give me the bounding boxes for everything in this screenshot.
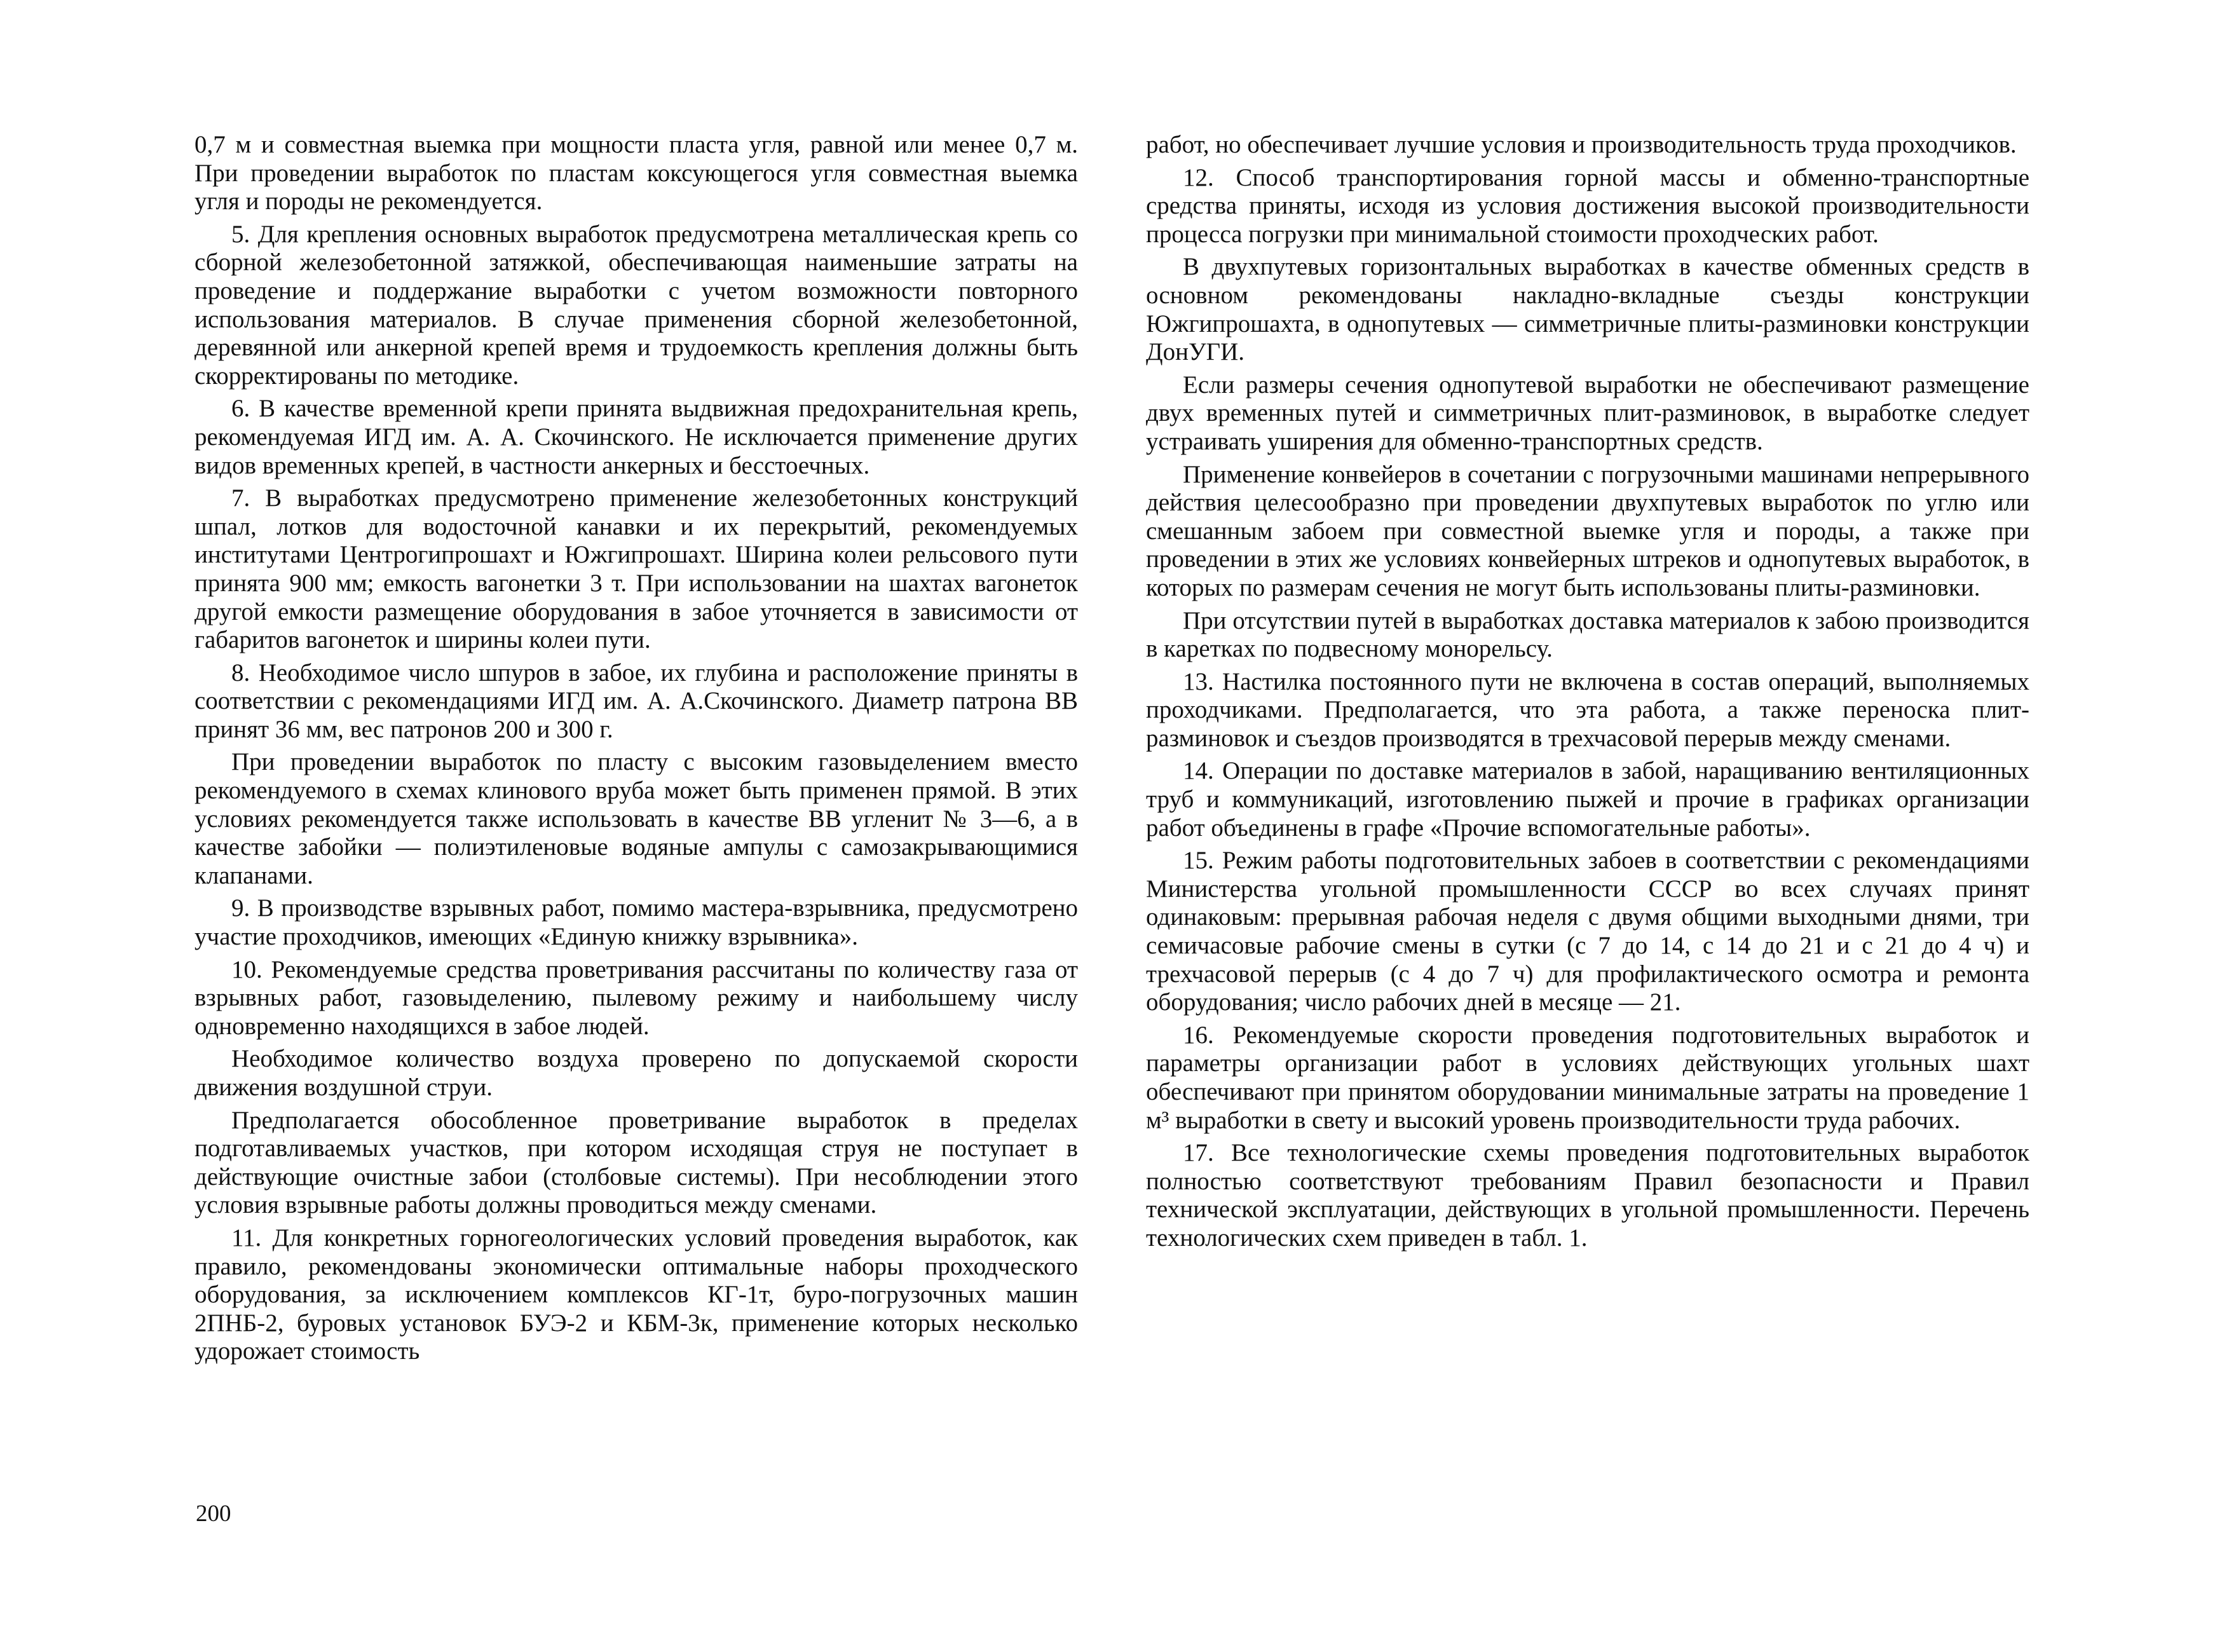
paragraph: Предполагается обособленное проветривание выработок в пределах подготавливаемых участков, при котором исходящая струя не поступает в действующие очистные забои (столбовые системы). При несоблюдении этого условия взрывные работы должны проводиться между сменами. [194,1106,1078,1219]
paragraph: Если размеры сечения однопутевой выработки не обеспечивают размещение двух временных путей и симметричных плит-разминовок, в выработке следует устраивать уширения для обменно-транспортных средств. [1146,371,2029,455]
paragraph: 6. В качестве временной крепи принята выдвижная предохранительная крепь, рекомендуемая ИГД им. А. А. Скочинского. Не исключается применение других видов временных крепей, в частности анкерных и бесстоечных. [194,395,1078,479]
paragraph: 10. Рекомендуемые средства проветривания рассчитаны по количеству газа от взрывных работ, газовыделению, пылевому режиму и наибольшему числу одновременно находящихся в забое людей. [194,955,1078,1040]
paragraph: В двухпутевых горизонтальных выработках в качестве обменных средств в основном рекомендованы накладно-вкладные съезды конструкции Южгипрошахта, в однопутевых — симметричные плиты-разминовки конструкции ДонУГИ. [1146,253,2029,366]
paragraph: работ, но обеспечивает лучшие условия и производительность труда проходчиков. [1146,131,2017,158]
paragraph: При проведении выработок по пласту с высоким газовыделением вместо рекомендуемого в схемах клинового вруба может быть применен прямой. В этих условиях рекомендуется также использовать в качестве ВВ угленит № 3—6, а в качестве забойки — полиэтиленовые водяные ампулы с самозакрывающимися клапанами. [194,748,1078,889]
paragraph: 16. Рекомендуемые скорости проведения подготовительных выработок и параметры организации работ в условиях действующих угольных шахт обеспечивают при принятом оборудовании минимальные затраты на проведение 1 м³ выработки в свету и высокий уровень производительности труда рабочих. [1146,1021,2029,1134]
paragraph: 5. Для крепления основных выработок предусмотрена металлическая крепь со сборной железобетонной затяжкой, обеспечивающая наименьшие затраты на проведение и поддержание выработки с учетом возможности повторного использования материалов. В случае применения сборной железобетонной, деревянной или анкерной крепей время и трудоемкость крепления должны быть скорректированы по методике. [194,220,1078,390]
paragraph: 9. В производстве взрывных работ, помимо мастера-взрывника, предусмотрено участие проходчиков, имеющих «Единую книжку взрывника». [194,894,1078,951]
right-column [1146,131,2029,1257]
paragraph: 17. Все технологические схемы проведения подготовительных выработок полностью соответствуют требованиям Правил безопасности и Правил технической эксплуатации, действующих в угольной промышленности. Перечень технологических схем приведен в табл. 1. [1146,1139,2029,1252]
paragraph: 15. Режим работы подготовительных забоев в соответствии с рекомендациями Министерства угольной промышленности СССР во всех случаях принят одинаковым: прерывная рабочая неделя с двумя общими выходными днями, три семичасовые рабочие смены в сутки (с 7 до 14, с 14 до 21 и с 21 до 4 ч) и трехчасовой перерыв (с 4 до 7 ч) для профилактического осмотра и ремонта оборудования; число рабочих дней в месяце — 21. [1146,847,2029,1016]
paragraph: 7. В выработках предусмотрено применение железобетонных конструкций шпал, лотков для водосточной канавки и их перекрытий, рекомендуемых институтами Центрогипрошахт и Южгипрошахт. Ширина колеи рельсового пути принята 900 мм; емкость вагонетки 3 т. При использовании на шахтах вагонеток другой емкости размещение оборудования в забое уточняется в зависимости от габаритов вагонеток и ширины колеи пути. [194,484,1078,654]
paragraph: 0,7 м и совместная выемка при мощности пласта угля, равной или менее 0,7 м. При проведении выработок по пластам коксующегося угля совместная выемка угля и породы не рекомендуется. [194,131,1078,215]
paragraph: 14. Операции по доставке материалов в забой, наращиванию вентиляционных труб и коммуникаций, изготовлению пыжей и прочие в графиках организации работ объединены в графе «Прочие вспомогательные работы». [1146,757,2029,842]
paragraph: При отсутствии путей в выработках доставка материалов к забою производится в каретках по подвесному монорельсу. [1146,606,2029,663]
left-column [194,131,1078,1370]
paragraph: 8. Необходимое число шпуров в забое, их глубина и расположение приняты в соответствии с рекомендациями ИГД им. А. А.Скочинского. Диаметр патрона ВВ принят 36 мм, вес патронов 200 и 300 г. [194,659,1078,743]
paragraph: 11. Для конкретных горногеологических условий проведения выработок, как правило, рекомендованы экономически оптимальные наборы проходческого оборудования, за исключением комплексов КГ-1т, буро-погрузочных машин 2ПНБ-2, буровых установок БУЭ-2 и КБМ-3к, применение которых несколько удорожает стоимость [194,1224,1078,1365]
paragraph: Необходимое количество воздуха проверено по допускаемой скорости движения воздушной струи. [194,1045,1078,1101]
page-number: 200 [196,1501,231,1527]
paragraph: Применение конвейеров в сочетании с погрузочными машинами непрерывного действия целесообразно при проведении двухпутевых выработок по углю или смешанным забоем при совместной выемке угля и породы, а также при проведении в этих же условиях конвейерных штреков и однопутевых выработок, в которых по размерам сечения не могут быть использованы плиты-разминовки. [1146,460,2029,601]
paragraph: 12. Способ транспортирования горной массы и обменно-транспортные средства приняты, исходя из условия достижения высокой производительности процесса погрузки при минимальной стоимости проходческих работ. [1146,163,2029,248]
paragraph: 13. Настилка постоянного пути не включена в состав операций, выполняемых проходчиками. Предполагается, что эта работа, а также переноска плит-разминовок и съездов производятся в трехчасовой перерыв между сменами. [1146,667,2029,752]
